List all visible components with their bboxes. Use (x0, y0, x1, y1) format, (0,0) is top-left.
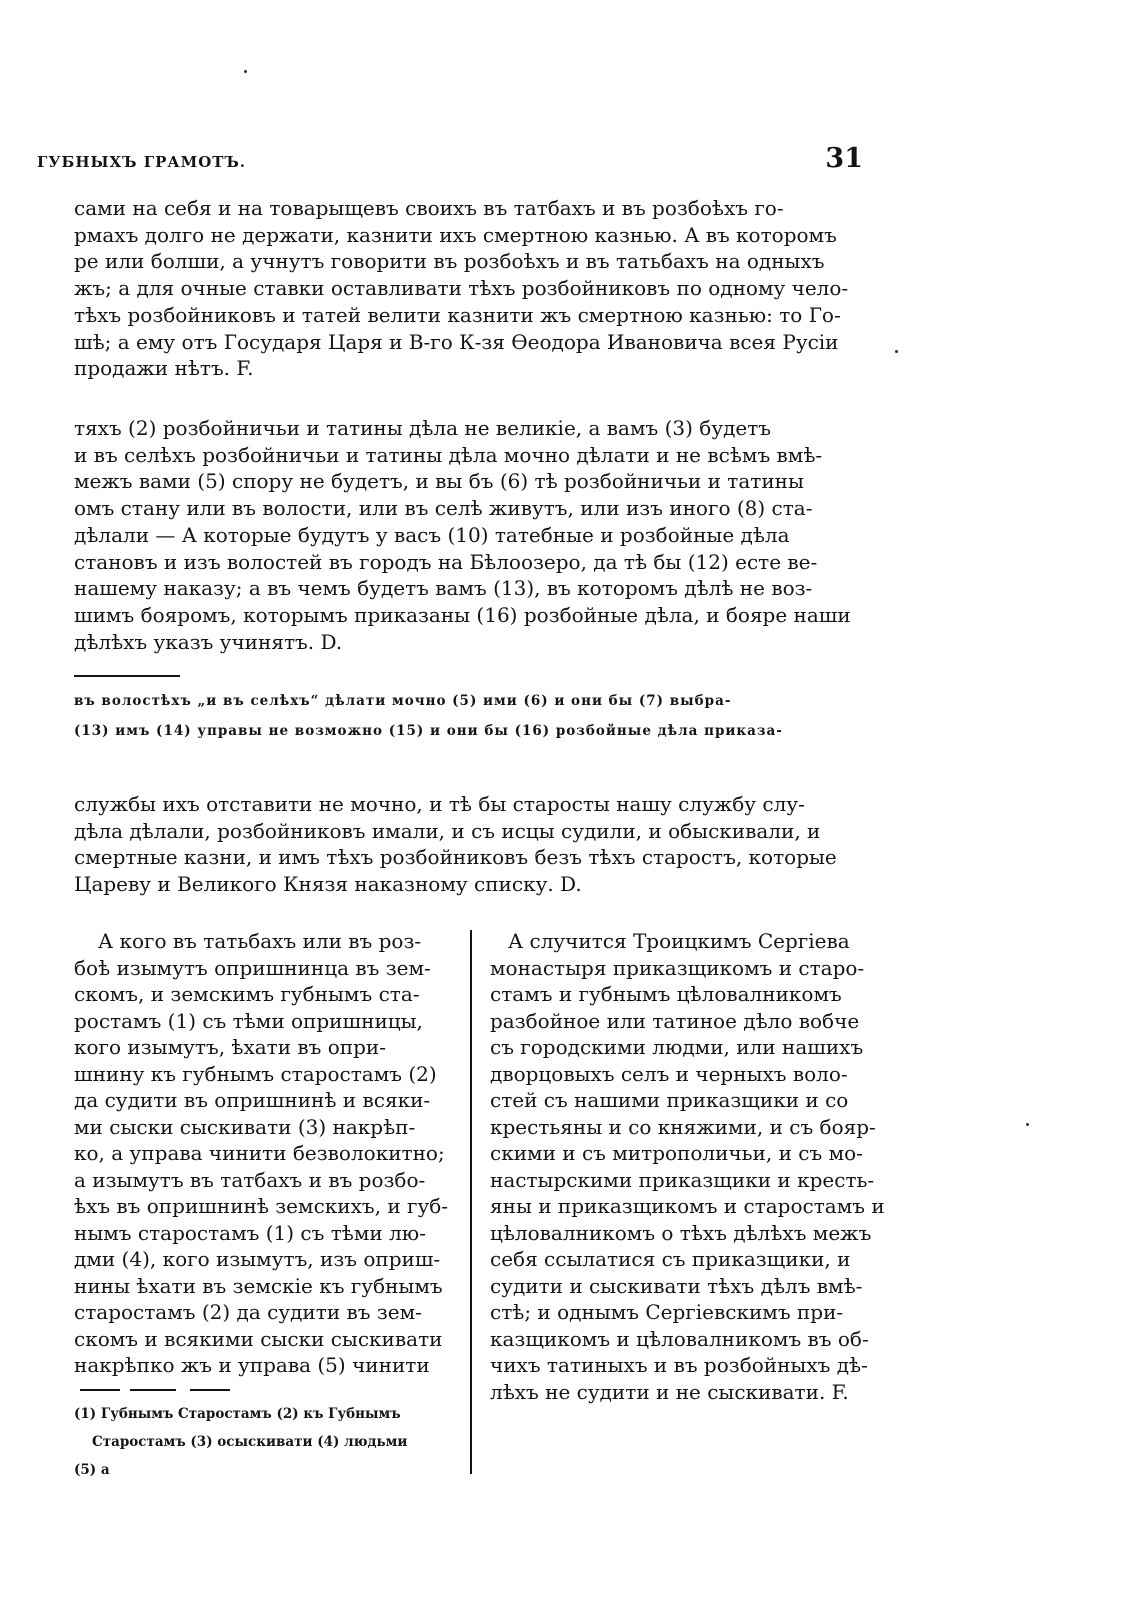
text-line: стѣ; и однымъ Сергіевскимъ при- (490, 1300, 844, 1324)
text-line: лѣхъ не судити и не сыскивати. F. (490, 1379, 849, 1404)
paragraph-fragment-3 (74, 791, 866, 898)
text-line: становъ и изъ волостей въ городъ на Бѣлоозеро, да тѣ бы (12) есте ве- (74, 549, 818, 574)
text-line: накрѣпко жъ и управа (5) чинити (74, 1353, 430, 1377)
text-line: нины ѣхати въ земскіе къ губнымъ (74, 1273, 443, 1298)
text-line: ростамъ (1) съ тѣми опришницы, (74, 1008, 423, 1033)
text-line: а изымутъ въ татбахъ и въ розбо- (74, 1167, 426, 1192)
text-line: скими и съ митрополичьи, и съ мо- (490, 1141, 863, 1165)
right-column (490, 928, 885, 1405)
text-line: съ городскими людми, или нашихъ (490, 1035, 864, 1059)
text-line: стей съ нашими приказщики и со (490, 1088, 849, 1112)
text-line: скомъ, и земскимъ губнымъ ста- (74, 982, 420, 1006)
left-footnotes (74, 1400, 464, 1484)
footnote-rule (190, 1389, 230, 1391)
text-line: сами на себя и на товарыщевъ своихъ въ татбахъ и въ розбоѣхъ го- (74, 196, 784, 220)
text-line: настырскими приказщики и кресть- (490, 1167, 875, 1192)
text-line: судити и сыскивати тѣхъ дѣлъ вмѣ- (490, 1273, 863, 1298)
text-line: себя ссылатися съ приказщики, и (490, 1247, 851, 1271)
text-line: шнину къ губнымъ старостамъ (2) (74, 1061, 437, 1086)
text-line: казщикомъ и цѣловалникомъ въ об- (490, 1326, 869, 1351)
text-line: тяхъ (2) розбойничьи и татины дѣла не великіе, а вамъ (3) будетъ (74, 416, 772, 440)
text-line: боѣ изымутъ опришнинца въ зем- (74, 955, 431, 980)
text-line: ѣхъ въ опришнинѣ земскихъ, и губ- (74, 1194, 449, 1218)
page-header (37, 143, 863, 187)
text-line: стамъ и губнымъ цѣловалникомъ (490, 982, 842, 1006)
page-number: 31 (825, 143, 863, 174)
text-line: да судити въ опришнинѣ и всяки- (74, 1088, 431, 1112)
text-line: Цареву и Великого Князя наказному списку. D. (74, 872, 582, 897)
text-line: А случится Троицкимъ Сергіева (508, 929, 850, 953)
text-line: яны и приказщикомъ и старостамъ и (490, 1194, 885, 1218)
text-line: тѣхъ розбойниковъ и татей велити казнити жъ смертною казнью: то Го- (74, 302, 841, 327)
text-line: старостамъ (2) да судити въ зем- (74, 1300, 422, 1324)
footnote-rule (74, 675, 180, 677)
text-line: омъ стану или въ волости, или въ селѣ живутъ, или изъ иного (8) ста- (74, 496, 813, 521)
text-line: продажи нѣтъ. F. (74, 356, 254, 381)
text-line: нашему наказу; а въ чемъ будетъ вамъ (13), въ которомъ дѣлѣ не воз- (74, 576, 813, 601)
footnotes-top (74, 686, 866, 746)
scan-speck (244, 70, 247, 73)
text-line: разбойное или татиное дѣло вобче (490, 1008, 860, 1033)
text-line: и въ селѣхъ розбойничьи и татины дѣла мочно дѣлати и не всѣмъ вмѣ- (74, 442, 823, 467)
text-line: цѣловалникомъ о тѣхъ дѣлѣхъ межъ (490, 1220, 872, 1245)
text-line: шимъ бояромъ, которымъ приказаны (16) розбойные дѣла, и бояре наши (74, 602, 851, 627)
text-line: дѣлѣхъ указъ учинятъ. D. (74, 629, 343, 654)
text-line: службы ихъ отставити не мочно, и тѣ бы старосты нашу службу слу- (74, 792, 805, 816)
scan-speck (1026, 1123, 1029, 1126)
text-line: крестьяны и со княжими, и съ бояр- (490, 1114, 876, 1139)
column-divider (470, 930, 472, 1474)
running-head: ГУБНЫХЪ ГРАМОТЪ. (37, 153, 247, 171)
text-line: ми сыски сыскивати (3) накрѣп- (74, 1114, 416, 1139)
text-line: монастыря приказщикомъ и старо- (490, 955, 865, 980)
text-line: рмахъ долго не держати, казнити ихъ смертною казнью. А въ которомъ (74, 222, 837, 247)
text-line: дми (4), кого изымутъ, изъ оприш- (74, 1247, 441, 1271)
text-line: шѣ; а ему отъ Государя Царя и В-го К-зя Ѳеодора Ивановича всея Русіи (74, 329, 839, 354)
text-line: кого изымутъ, ѣхати въ опри- (74, 1035, 387, 1059)
left-column (74, 928, 461, 1379)
footnote-line: (5) а (74, 1462, 110, 1478)
text-line: межъ вами (5) спору не будетъ, и вы бъ (6) тѣ розбойничьи и татины (74, 469, 804, 494)
text-line: ре или болши, а учнутъ говорити въ розбоѣхъ и въ татьбахъ на одныхъ (74, 249, 825, 274)
text-line: скомъ и всякими сыски сыскивати (74, 1326, 443, 1351)
footnote-line: (1) Губнымъ Старостамъ (2) къ Губнымъ (74, 1406, 401, 1422)
text-line: ко, а управа чинити безволокитно; (74, 1141, 445, 1165)
text-line: дѣла дѣлали, розбойниковъ имали, и съ исцы судили, и обыскивали, и (74, 818, 821, 843)
text-line: нымъ старостамъ (1) съ тѣми лю- (74, 1220, 426, 1245)
text-line: чихъ татиныхъ и въ розбойныхъ дѣ- (490, 1353, 868, 1377)
footnote-rule (130, 1389, 176, 1391)
paragraph-fragment-2 (74, 415, 866, 655)
text-line: смертные казни, и имъ тѣхъ розбойниковъ безъ тѣхъ старостъ, которые (74, 845, 837, 870)
footnote-rule (80, 1389, 120, 1391)
text-line: дѣлали — А которые будутъ у васъ (10) татебные и розбойные дѣла (74, 522, 790, 547)
paragraph-fragment-1 (74, 195, 866, 382)
left-footnote-rules (74, 1389, 464, 1393)
footnote-line: Старостамъ (3) осыскивати (4) людьми (92, 1434, 408, 1450)
footnote-line: въ волостѣхъ „и въ селѣхъ“ дѣлати мочно (5) ими (6) и они бы (7) выбра- (74, 693, 732, 709)
text-line: жъ; а для очные ставки оставливати тѣхъ розбойниковъ по одному чело- (74, 276, 849, 301)
scan-speck (895, 350, 898, 353)
text-line: А кого въ татьбахъ или въ роз- (98, 929, 422, 953)
footnote-line: (13) имъ (14) управы не возможно (15) и они бы (16) розбойные дѣла приказа- (74, 723, 783, 739)
text-line: дворцовыхъ селъ и черныхъ воло- (490, 1061, 848, 1086)
